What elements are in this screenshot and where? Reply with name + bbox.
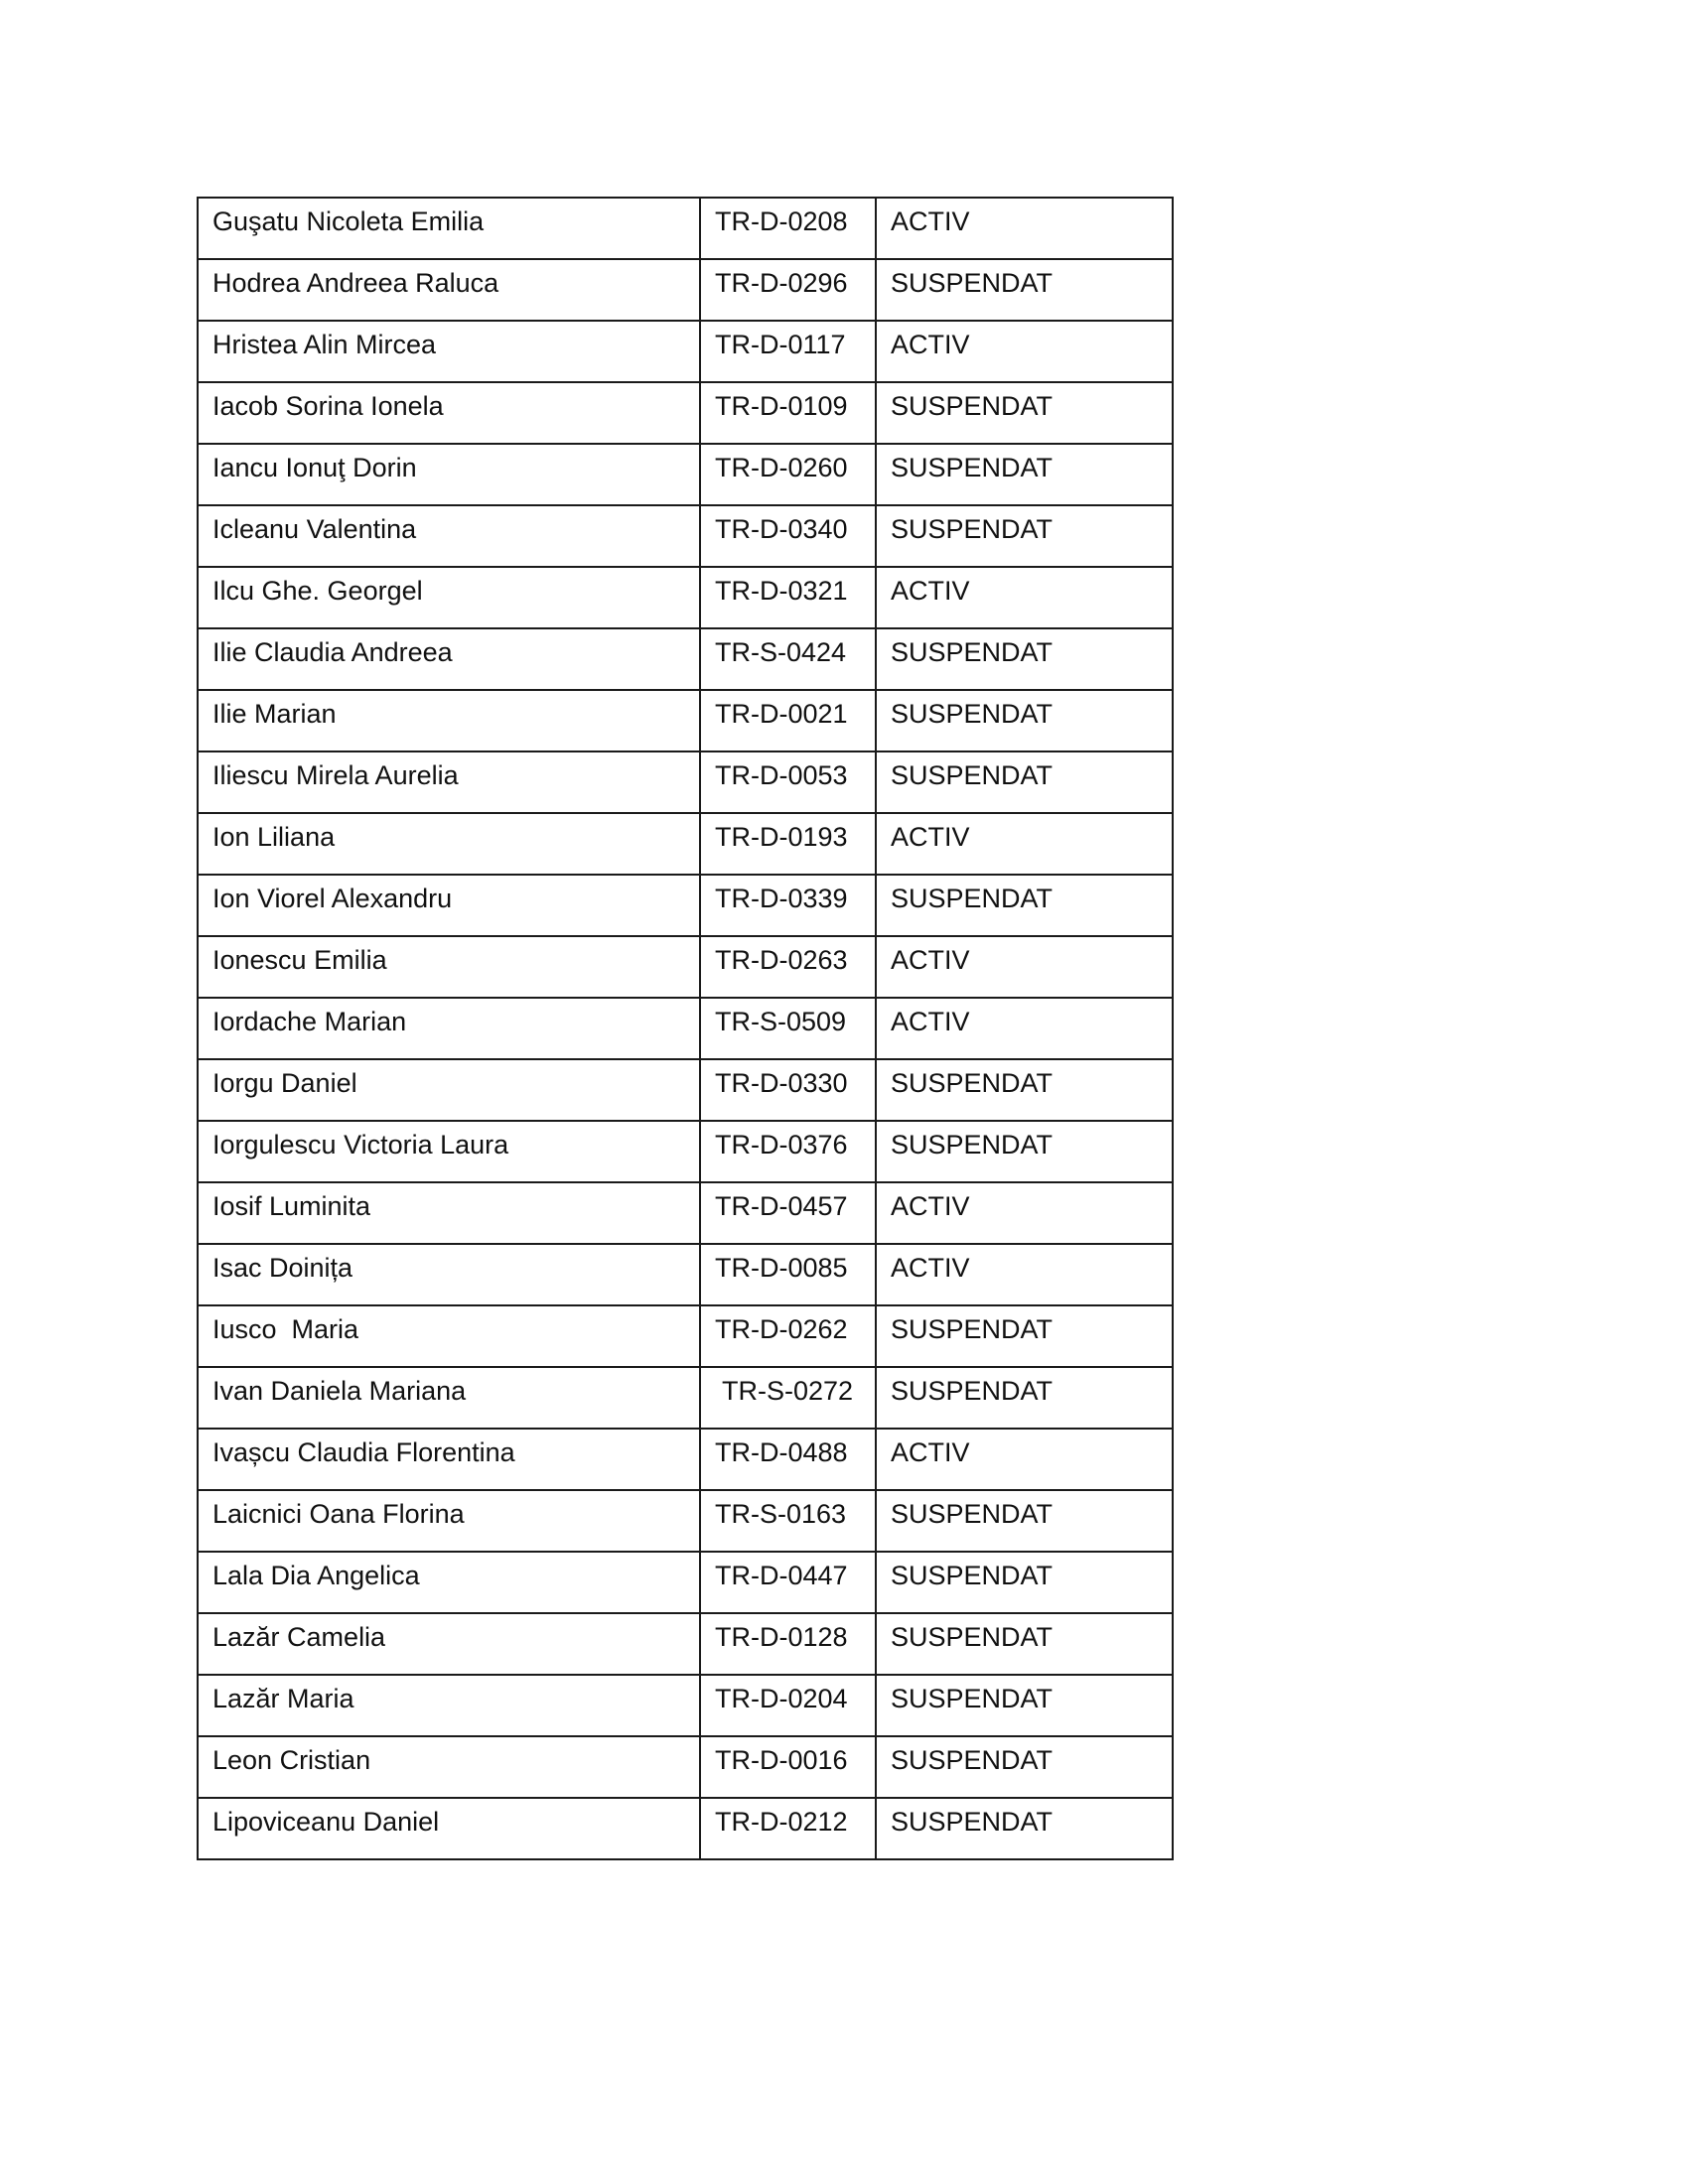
name-cell-text: Iorgulescu Victoria Laura [212, 1130, 509, 1160]
table-row [198, 1182, 1173, 1244]
status-cell-text: SUSPENDAT [891, 884, 1054, 913]
name-cell-text: Iorgu Daniel [212, 1068, 357, 1098]
status-cell-text: SUSPENDAT [891, 1314, 1054, 1344]
name-cell-text: Ivașcu Claudia Florentina [212, 1437, 515, 1467]
name-cell-text: Ivan Daniela Mariana [212, 1376, 467, 1406]
name-cell-text: Hodrea Andreea Raluca [212, 268, 499, 298]
status-cell [876, 505, 1173, 567]
status-cell [876, 1182, 1173, 1244]
name-cell [198, 1305, 700, 1367]
name-cell [198, 505, 700, 567]
table-row [198, 198, 1173, 259]
name-cell-text: Ilie Claudia Andreea [212, 637, 453, 667]
code-cell [700, 1121, 876, 1182]
code-cell-text: TR-D-0339 [715, 884, 848, 913]
status-cell-text: SUSPENDAT [891, 1130, 1054, 1160]
code-cell-text: TR-D-0117 [715, 330, 846, 359]
table-row [198, 1305, 1173, 1367]
code-cell [700, 936, 876, 998]
name-cell-text: Isac Doinița [212, 1253, 353, 1283]
code-cell [700, 1736, 876, 1798]
code-cell [700, 690, 876, 751]
status-cell [876, 567, 1173, 628]
status-cell [876, 321, 1173, 382]
table-row [198, 1675, 1173, 1736]
name-cell-text: Ionescu Emilia [212, 945, 387, 975]
code-cell [700, 813, 876, 875]
code-cell-text: TR-D-0296 [715, 268, 848, 298]
code-cell [700, 1675, 876, 1736]
name-cell-text: Lazăr Maria [212, 1684, 354, 1713]
status-cell [876, 1736, 1173, 1798]
status-cell-text: SUSPENDAT [891, 1499, 1054, 1529]
status-cell-text: SUSPENDAT [891, 1684, 1054, 1713]
code-cell-text: TR-D-0016 [715, 1745, 848, 1775]
table-row [198, 505, 1173, 567]
code-cell-text: TR-S-0509 [715, 1007, 847, 1036]
table-row [198, 813, 1173, 875]
name-cell [198, 1121, 700, 1182]
name-cell [198, 1429, 700, 1490]
table-row [198, 444, 1173, 505]
registry-table [197, 197, 1174, 1860]
status-cell [876, 382, 1173, 444]
status-cell-text: ACTIV [891, 1007, 970, 1036]
status-cell-text: SUSPENDAT [891, 1807, 1054, 1837]
code-cell-text: TR-D-0262 [715, 1314, 848, 1344]
code-cell-text: TR-D-0330 [715, 1068, 848, 1098]
registry-table-body [198, 198, 1173, 1859]
name-cell [198, 813, 700, 875]
status-cell-text: ACTIV [891, 1191, 970, 1221]
name-cell-text: Iliescu Mirela Aurelia [212, 760, 459, 790]
table-row [198, 1552, 1173, 1613]
table-row [198, 1798, 1173, 1859]
status-cell [876, 1798, 1173, 1859]
name-cell [198, 1798, 700, 1859]
table-row [198, 567, 1173, 628]
name-cell-text: Ion Liliana [212, 822, 336, 852]
table-row [198, 1244, 1173, 1305]
name-cell [198, 567, 700, 628]
name-cell [198, 259, 700, 321]
status-cell-text: ACTIV [891, 330, 970, 359]
name-cell-text: Guşatu Nicoleta Emilia [212, 206, 485, 236]
code-cell-text: TR-D-0321 [715, 576, 848, 606]
status-cell-text: ACTIV [891, 945, 970, 975]
name-cell [198, 1552, 700, 1613]
table-row [198, 1736, 1173, 1798]
name-cell-text: Lala Dia Angelica [212, 1561, 420, 1590]
status-cell [876, 751, 1173, 813]
code-cell-text: TR-S-0424 [715, 637, 847, 667]
name-cell [198, 998, 700, 1059]
code-cell [700, 1552, 876, 1613]
code-cell-text: TR-D-0109 [715, 391, 848, 421]
status-cell-text: SUSPENDAT [891, 514, 1054, 544]
status-cell [876, 998, 1173, 1059]
name-cell-text: Iusco Maria [212, 1314, 359, 1344]
status-cell-text: SUSPENDAT [891, 699, 1054, 729]
table-row [198, 751, 1173, 813]
code-cell-text: TR-D-0193 [715, 822, 848, 852]
name-cell [198, 382, 700, 444]
status-cell [876, 1675, 1173, 1736]
status-cell-text: ACTIV [891, 822, 970, 852]
code-cell-text: TR-S-0272 [715, 1376, 854, 1406]
status-cell [876, 1552, 1173, 1613]
status-cell [876, 875, 1173, 936]
code-cell-text: TR-D-0128 [715, 1622, 848, 1652]
name-cell [198, 1244, 700, 1305]
name-cell [198, 690, 700, 751]
status-cell [876, 628, 1173, 690]
code-cell [700, 875, 876, 936]
status-cell [876, 813, 1173, 875]
name-cell-text: Icleanu Valentina [212, 514, 417, 544]
code-cell [700, 1490, 876, 1552]
status-cell [876, 1121, 1173, 1182]
code-cell-text: TR-D-0376 [715, 1130, 848, 1160]
code-cell [700, 1367, 876, 1429]
status-cell-text: SUSPENDAT [891, 1068, 1054, 1098]
table-row [198, 1613, 1173, 1675]
status-cell-text: SUSPENDAT [891, 391, 1054, 421]
name-cell-text: Laicnici Oana Florina [212, 1499, 465, 1529]
code-cell-text: TR-D-0053 [715, 760, 848, 790]
table-row [198, 259, 1173, 321]
status-cell-text: SUSPENDAT [891, 1622, 1054, 1652]
status-cell-text: SUSPENDAT [891, 760, 1054, 790]
status-cell-text: ACTIV [891, 206, 970, 236]
table-row [198, 321, 1173, 382]
code-cell [700, 998, 876, 1059]
code-cell [700, 321, 876, 382]
table-row [198, 998, 1173, 1059]
code-cell [700, 259, 876, 321]
status-cell [876, 444, 1173, 505]
name-cell [198, 1059, 700, 1121]
code-cell-text: TR-D-0085 [715, 1253, 848, 1283]
code-cell-text: TR-D-0212 [715, 1807, 848, 1837]
name-cell [198, 1675, 700, 1736]
code-cell [700, 628, 876, 690]
name-cell-text: Iosif Luminita [212, 1191, 371, 1221]
name-cell-text: Iancu Ionuţ Dorin [212, 453, 417, 482]
code-cell-text: TR-D-0447 [715, 1561, 848, 1590]
name-cell [198, 751, 700, 813]
name-cell [198, 444, 700, 505]
status-cell [876, 198, 1173, 259]
name-cell [198, 198, 700, 259]
code-cell-text: TR-D-0021 [715, 699, 848, 729]
name-cell [198, 875, 700, 936]
status-cell [876, 1367, 1173, 1429]
code-cell [700, 1059, 876, 1121]
code-cell-text: TR-D-0488 [715, 1437, 848, 1467]
status-cell-text: SUSPENDAT [891, 453, 1054, 482]
status-cell-text: SUSPENDAT [891, 1376, 1054, 1406]
name-cell-text: Lazăr Camelia [212, 1622, 386, 1652]
status-cell [876, 1429, 1173, 1490]
name-cell-text: Ilcu Ghe. Georgel [212, 576, 423, 606]
code-cell [700, 444, 876, 505]
table-row [198, 690, 1173, 751]
name-cell [198, 321, 700, 382]
code-cell [700, 1305, 876, 1367]
table-row [198, 936, 1173, 998]
status-cell-text: SUSPENDAT [891, 1745, 1054, 1775]
code-cell [700, 567, 876, 628]
status-cell [876, 259, 1173, 321]
name-cell [198, 1367, 700, 1429]
code-cell-text: TR-D-0340 [715, 514, 848, 544]
status-cell [876, 1244, 1173, 1305]
code-cell-text: TR-D-0457 [715, 1191, 848, 1221]
status-cell-text: SUSPENDAT [891, 637, 1054, 667]
table-row [198, 1429, 1173, 1490]
status-cell-text: ACTIV [891, 576, 970, 606]
name-cell [198, 1182, 700, 1244]
code-cell [700, 1798, 876, 1859]
table-row [198, 875, 1173, 936]
code-cell [700, 1244, 876, 1305]
code-cell-text: TR-D-0204 [715, 1684, 848, 1713]
code-cell-text: TR-D-0260 [715, 453, 848, 482]
name-cell [198, 1736, 700, 1798]
code-cell [700, 1182, 876, 1244]
code-cell [700, 1613, 876, 1675]
code-cell-text: TR-D-0263 [715, 945, 848, 975]
table-row [198, 382, 1173, 444]
code-cell [700, 1429, 876, 1490]
table-row [198, 1059, 1173, 1121]
table-row [198, 1490, 1173, 1552]
code-cell [700, 505, 876, 567]
code-cell-text: TR-S-0163 [715, 1499, 847, 1529]
code-cell-text: TR-D-0208 [715, 206, 848, 236]
name-cell [198, 1490, 700, 1552]
name-cell-text: Hristea Alin Mircea [212, 330, 437, 359]
status-cell-text: ACTIV [891, 1437, 970, 1467]
status-cell-text: ACTIV [891, 1253, 970, 1283]
name-cell [198, 628, 700, 690]
name-cell [198, 1613, 700, 1675]
status-cell [876, 1059, 1173, 1121]
code-cell [700, 751, 876, 813]
name-cell-text: Iordache Marian [212, 1007, 407, 1036]
name-cell-text: Iacob Sorina Ionela [212, 391, 444, 421]
name-cell-text: Lipoviceanu Daniel [212, 1807, 440, 1837]
code-cell [700, 382, 876, 444]
name-cell-text: Leon Cristian [212, 1745, 371, 1775]
status-cell [876, 1305, 1173, 1367]
name-cell-text: Ion Viorel Alexandru [212, 884, 453, 913]
name-cell [198, 936, 700, 998]
status-cell [876, 936, 1173, 998]
status-cell-text: SUSPENDAT [891, 1561, 1054, 1590]
status-cell [876, 690, 1173, 751]
table-row [198, 1121, 1173, 1182]
status-cell-text: SUSPENDAT [891, 268, 1054, 298]
code-cell [700, 198, 876, 259]
status-cell [876, 1613, 1173, 1675]
table-row [198, 628, 1173, 690]
name-cell-text: Ilie Marian [212, 699, 337, 729]
status-cell [876, 1490, 1173, 1552]
table-row [198, 1367, 1173, 1429]
